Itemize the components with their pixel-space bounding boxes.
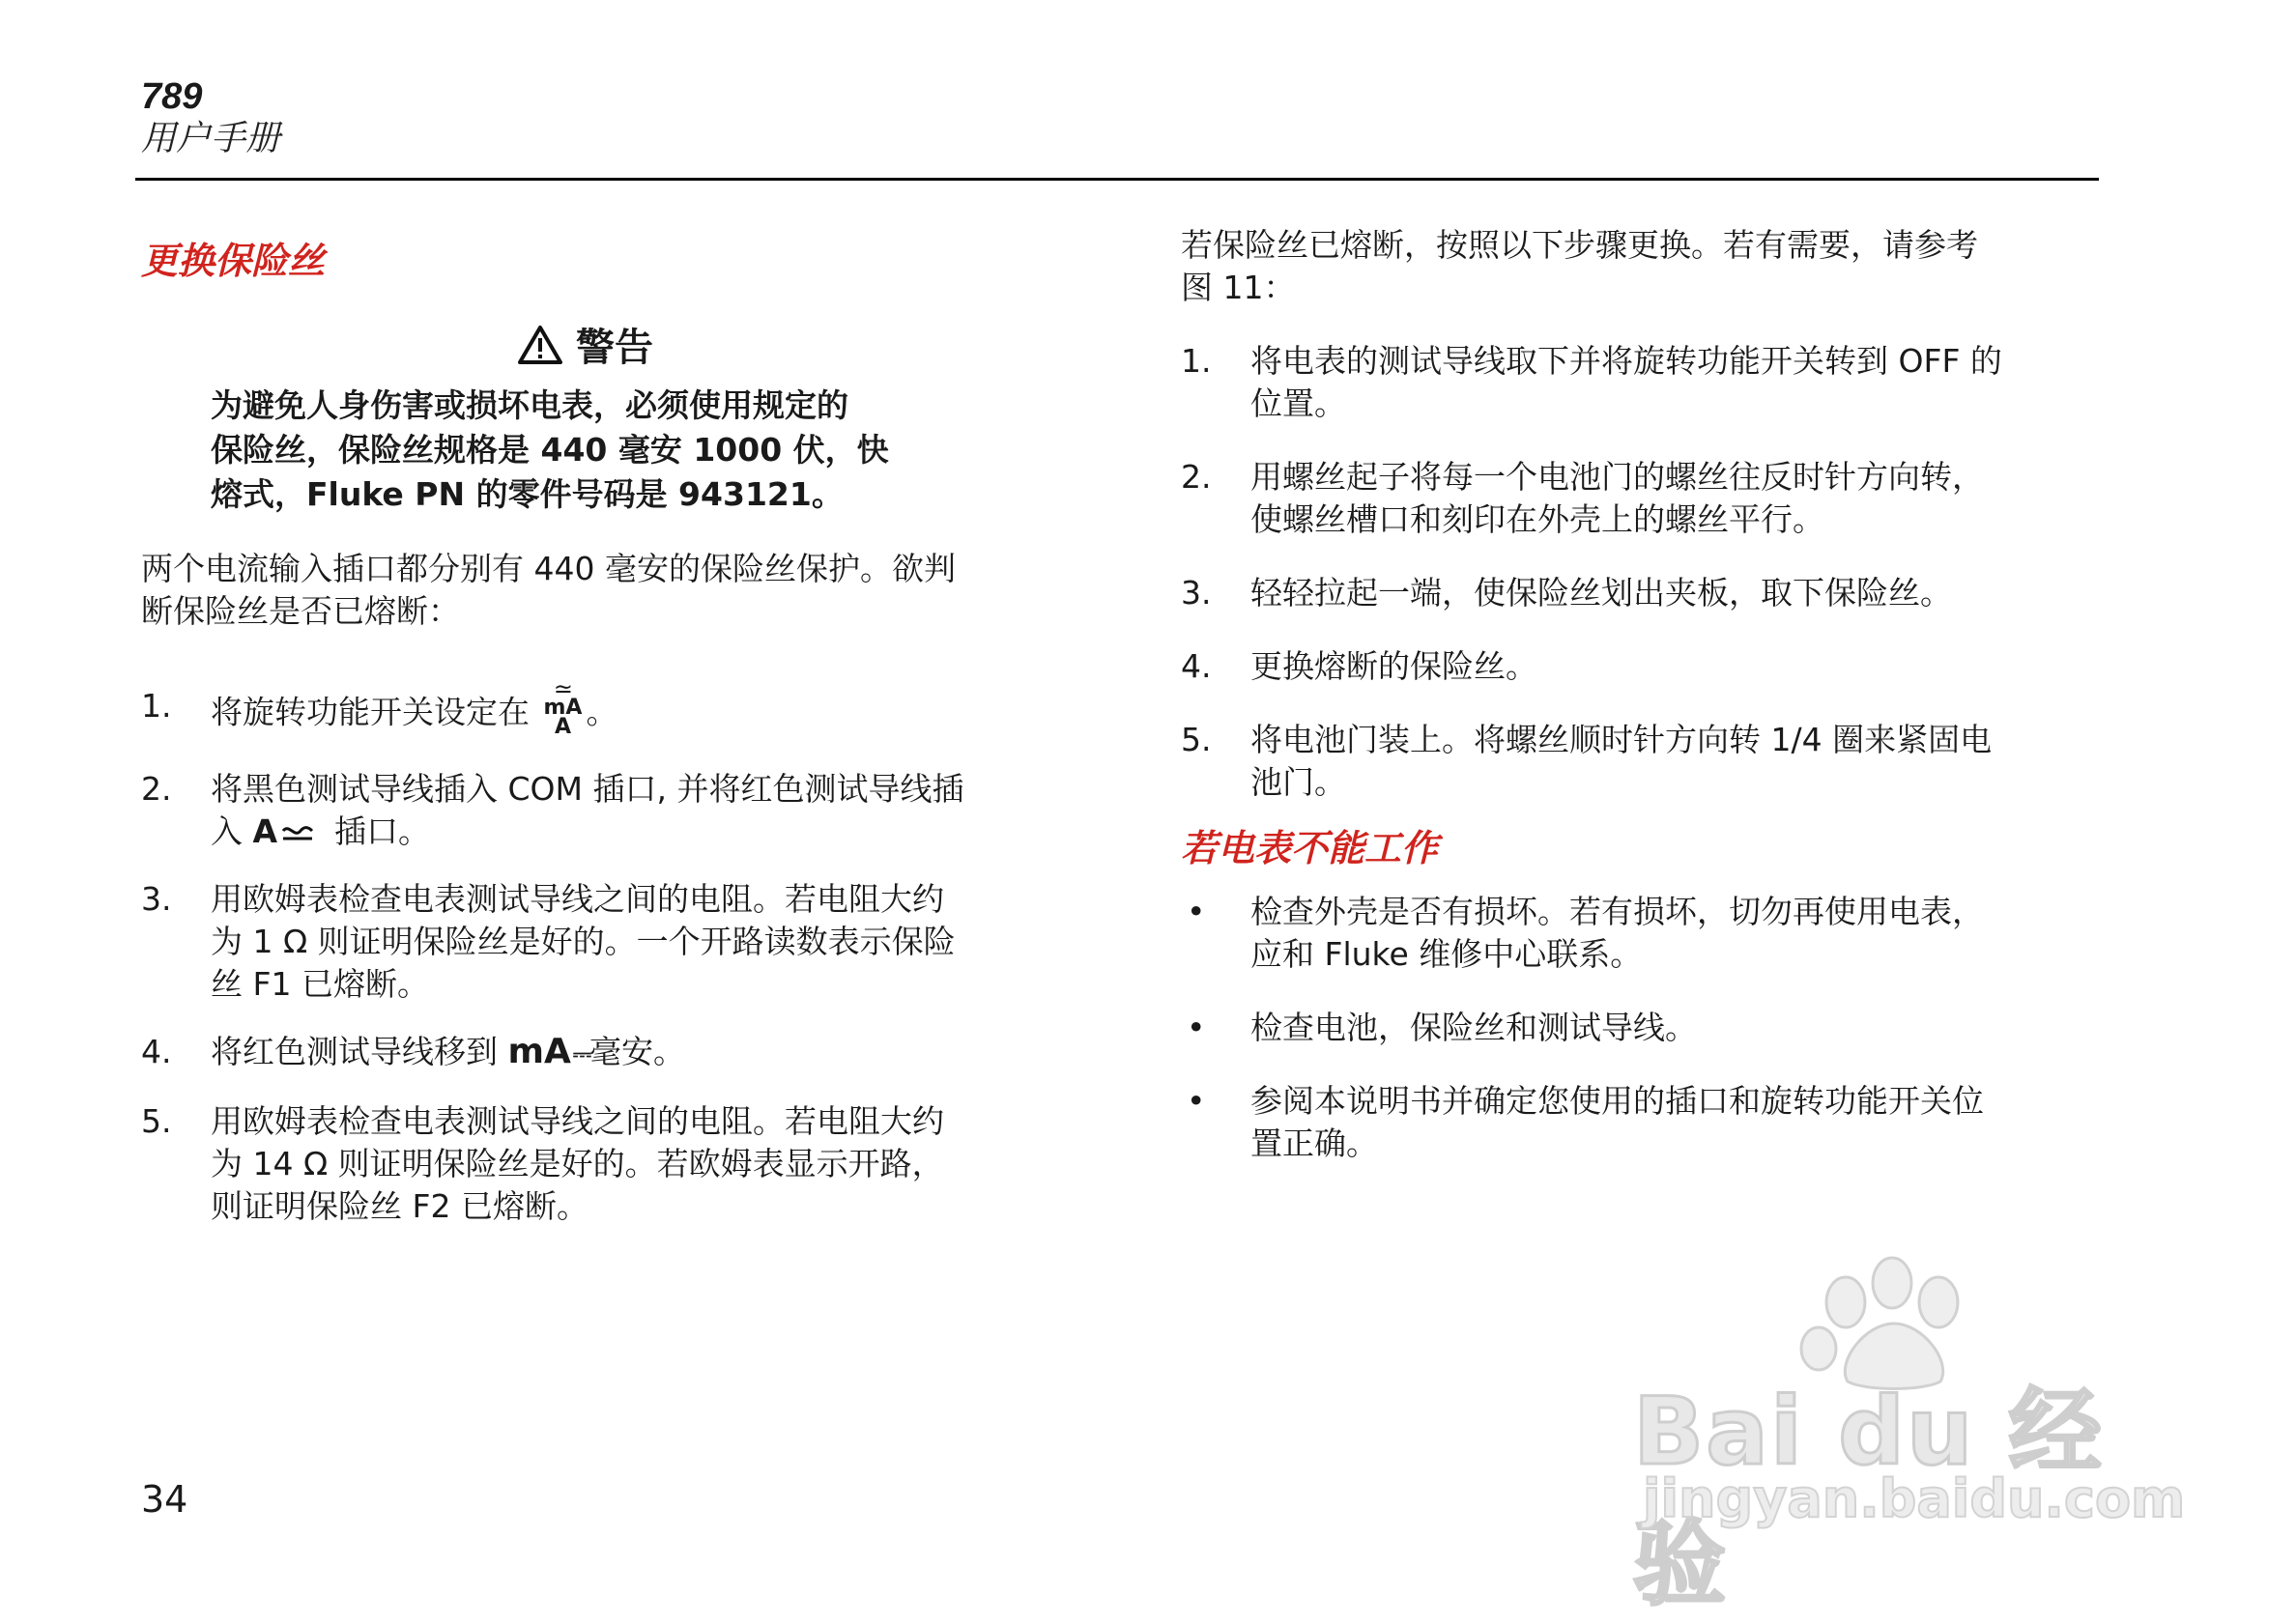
step-text: 将红色测试导线移到	[211, 1033, 508, 1070]
bullet-text: 置正确。	[1250, 1125, 1378, 1162]
step-number: 1.	[1181, 342, 1212, 380]
bullet-icon: •	[1187, 893, 1206, 930]
list-item	[141, 878, 1030, 1006]
step-text: 则证明保险丝 F2 已熔断。	[211, 1186, 588, 1225]
step-text: 位置。	[1250, 384, 1346, 422]
list-item	[141, 1031, 1030, 1075]
step-text-part: 插口。	[334, 812, 431, 850]
step-text	[211, 811, 1030, 853]
list-item	[1181, 456, 2099, 541]
step-text: 将电池门装上。将螺丝顺时针方向转 1/4 圈来紧固电	[1250, 721, 1993, 758]
warning-heading	[247, 317, 924, 372]
step-text: 用欧姆表检查电表测试导线之间的电阻。若电阻大约	[211, 880, 944, 918]
warning-title: 警告	[576, 326, 653, 370]
troubleshoot-bullets	[1181, 891, 2099, 1165]
step-number: 5.	[141, 1101, 172, 1140]
bullet-text: 参阅本说明书并确定您使用的插口和旋转功能开关位	[1250, 1082, 1984, 1120]
list-item	[1181, 891, 2099, 976]
fuse-check-steps	[141, 675, 1030, 1228]
step-text: 轻轻拉起一端，使保险丝划出夹板，取下保险丝。	[1250, 574, 1952, 612]
list-item	[141, 675, 1030, 743]
step-text: 为 1 Ω 则证明保险丝是好的。一个开路读数表示保险	[211, 923, 956, 960]
rotary-ma-a-symbol	[543, 675, 583, 739]
bullet-text: 检查外壳是否有损坏。若有损坏，切勿再使用电表，	[1250, 893, 1984, 930]
step-number: 5.	[1181, 721, 1212, 758]
step-text: 用螺丝起子将每一个电池门的螺丝往反时针方向转，	[1250, 458, 1984, 496]
step-number: 4.	[1181, 647, 1212, 685]
baidu-watermark	[1633, 1256, 2186, 1618]
step-text: 更换熔断的保险丝。	[1250, 647, 1537, 685]
step-text-end: 。	[586, 693, 618, 731]
warning-body	[211, 384, 945, 517]
warning-line: 为避免人身伤害或损坏电表，必须使用规定的	[211, 386, 848, 424]
step-text: 将黑色测试导线插入 COM 插口, 并将红色测试导线插	[211, 770, 964, 808]
step-number: 1.	[141, 687, 172, 725]
ac-wave-icon	[281, 825, 314, 842]
bullet-text: 应和 Fluke 维修中心联系。	[1250, 935, 1643, 973]
model-number: 789	[141, 76, 203, 117]
step-text: 将旋转功能开关设定在	[211, 693, 540, 731]
bullet-icon: •	[1187, 1082, 1206, 1120]
list-item	[1181, 1007, 2099, 1049]
step-text: 为 14 Ω 则证明保险丝是好的。若欧姆表显示开路，	[211, 1144, 944, 1182]
step-text: 使螺丝槽口和刻印在外壳上的螺丝平行。	[1250, 500, 1824, 538]
step-text: 丝 F1 已熔断。	[211, 965, 429, 1003]
page-number: 34	[141, 1478, 188, 1521]
step-number: 2.	[1181, 458, 1212, 496]
manual-subtitle: 用户手册	[141, 119, 281, 158]
intro-line: 图 11：	[1181, 269, 1296, 306]
header-rule	[135, 178, 2099, 181]
page-header	[141, 75, 280, 160]
fuse-replace-steps	[1181, 340, 2099, 804]
watermark-url: jingyan.baidu.com	[1643, 1468, 2186, 1529]
watermark-text: Bai du 经验	[1633, 1378, 2104, 1618]
step-number: 3.	[141, 880, 172, 918]
step-number: 2.	[141, 770, 172, 808]
warning-triangle-icon	[518, 325, 562, 365]
step-text: 池门。	[1250, 763, 1346, 801]
step-number: 3.	[1181, 574, 1212, 612]
step-text-end: 毫安。	[589, 1033, 686, 1070]
warning-line: 熔式，Fluke PN 的零件号码是 943121。	[211, 475, 844, 513]
list-item	[1181, 719, 2099, 804]
intro-line: 两个电流输入插口都分别有 440 毫安的保险丝保护。欲判	[141, 550, 956, 587]
list-item	[141, 768, 1030, 853]
symbol-ma: mA	[543, 696, 583, 720]
intro-line: 若保险丝已熔断，按照以下步骤更换。若有需要，请参考	[1181, 226, 1978, 264]
step-number: 4.	[141, 1033, 172, 1070]
jack-label-a: A	[252, 812, 278, 850]
intro-line: 断保险丝是否已熔断：	[141, 592, 460, 630]
section-title-replace-fuse: 更换保险丝	[141, 240, 326, 282]
list-item	[1181, 340, 2099, 425]
jack-label-ma: mA	[507, 1032, 571, 1071]
fuse-check-intro	[141, 548, 1030, 633]
list-item	[1181, 645, 2099, 688]
step-text: 用欧姆表检查电表测试导线之间的电阻。若电阻大约	[211, 1101, 944, 1140]
bullet-text: 检查电池，保险丝和测试导线。	[1250, 1009, 1697, 1046]
list-item	[1181, 572, 2099, 614]
fuse-replace-intro	[1181, 224, 2099, 309]
step-text-part: 入	[211, 812, 253, 850]
step-text: 将电表的测试导线取下并将旋转功能开关转到 OFF 的	[1250, 342, 2002, 380]
ac-dc-symbol: ≃	[553, 675, 573, 702]
dc-symbol-icon: ⎓	[572, 1039, 590, 1068]
bullet-icon: •	[1187, 1009, 1206, 1046]
symbol-a: A	[554, 715, 571, 739]
warning-line: 保险丝，保险丝规格是 440 毫安 1000 伏，快	[211, 431, 889, 469]
section-title-meter-not-working: 若电表不能工作	[1181, 827, 1439, 869]
right-column	[1181, 224, 2099, 1165]
left-column	[141, 224, 1030, 1228]
list-item	[141, 1100, 1030, 1228]
list-item	[1181, 1080, 2099, 1165]
